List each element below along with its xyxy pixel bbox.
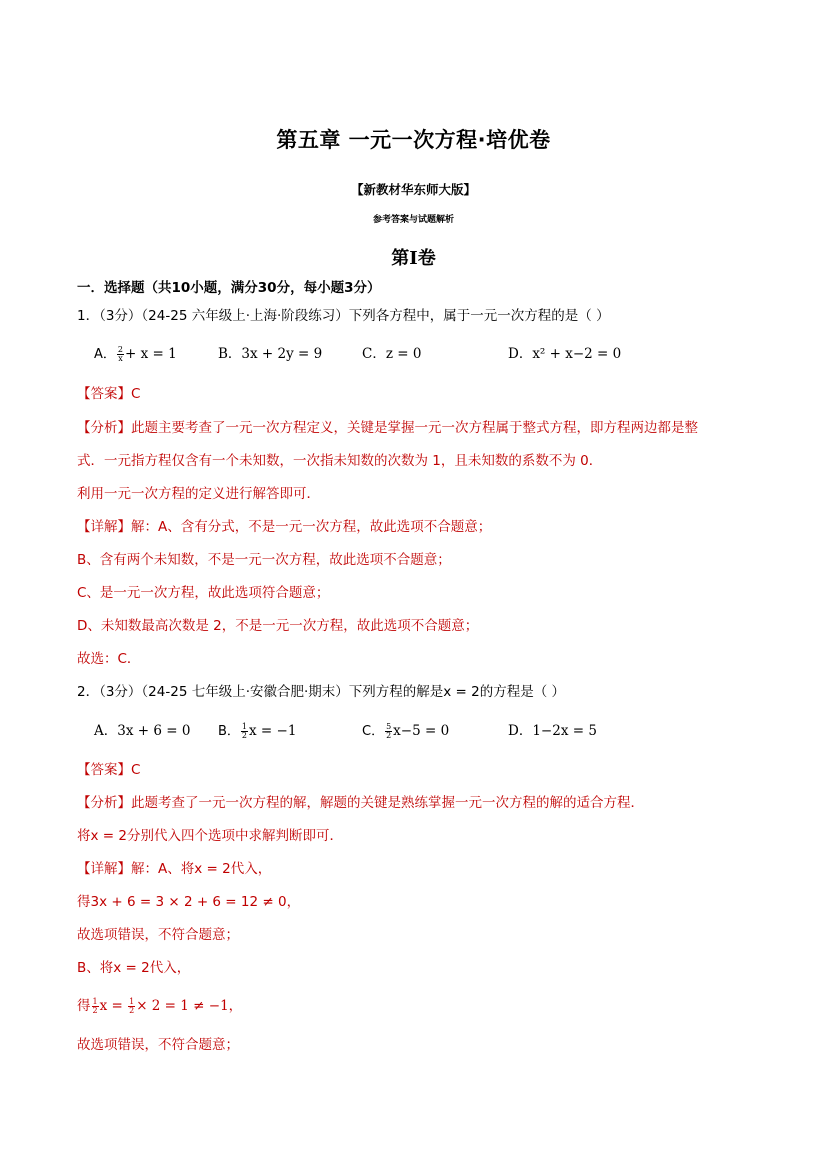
volume-heading: 第I卷 (391, 248, 436, 269)
edition-label: 【新教材华东师大版】 (350, 182, 476, 197)
q1-detail-line-1: 【详解】解：A、含有分式，不是一元一次方程，故此选项不合题意； (77, 519, 492, 535)
fraction-numerator: 1 (241, 722, 248, 731)
question-2-stem: 2．（3分）（24-25 七年级上·安徽合肥·期末）下列方程的解是x = 2的方程是（ ） (77, 684, 566, 700)
subtitle: 参考答案与试题解析 (372, 215, 454, 225)
q1-detail-line-2: B、含有两个未知数，不是一元一次方程，故此选项不合题意； (77, 552, 451, 568)
q1-option-c: C．z = 0 (362, 346, 422, 362)
fraction (92, 998, 99, 1015)
q1-detail-line-4: D、未知数最高次数是 2，不是一元一次方程，故此选项不合题意； (77, 618, 479, 634)
fraction-numerator: 5 (386, 722, 392, 731)
detail-math: × 2 = 1 ≠ −1， (136, 998, 243, 1014)
fraction-denominator: 2 (241, 731, 248, 740)
detail-text: 得 (77, 998, 91, 1014)
q2-detail-line-1: 【详解】解：A、将x = 2代入， (77, 861, 272, 877)
q2-detail-line-4: B、将x = 2代入， (77, 960, 191, 976)
q1-answer: 【答案】C (77, 386, 141, 402)
q2-option-b-fraction (241, 723, 248, 740)
q2-answer: 【答案】C (77, 762, 141, 778)
q2-option-c-fraction (385, 723, 392, 740)
fraction-denominator: 2 (129, 1005, 135, 1015)
q2-option-b-rest: x = −1 (249, 723, 297, 739)
fraction-denominator: x (118, 354, 123, 363)
fraction-denominator: 2 (92, 1005, 98, 1015)
fraction-denominator: 2 (386, 731, 392, 740)
q2-detail-line-6: 故选项错误，不符合题意； (77, 1037, 239, 1053)
q2-option-c-label: C． (362, 724, 385, 739)
fraction-numerator: 1 (92, 996, 98, 1006)
q1-option-b: B．3x + 2y = 9 (218, 346, 323, 362)
section-heading: 一．选择题（共10小题，满分30分，每小题3分） (77, 280, 381, 296)
fraction (128, 998, 135, 1015)
q1-option-a-rest: + x = 1 (125, 346, 177, 362)
q2-option-b (218, 721, 296, 742)
q2-option-a: A．3x + 6 = 0 (94, 723, 191, 739)
fraction-numerator: 1 (129, 996, 135, 1006)
q2-analysis-line-2: 将x = 2分别代入四个选项中求解判断即可． (77, 828, 343, 844)
q1-option-a-fraction (117, 346, 124, 363)
q1-option-d: D．x² + x−2 = 0 (508, 346, 622, 362)
q1-option-a (94, 344, 177, 365)
q2-option-c-rest: x−5 = 0 (393, 723, 450, 739)
q2-detail-line-5 (77, 996, 242, 1016)
q1-analysis-line-1: 【分析】此题主要考查了一元一次方程定义，关键是掌握一元一次方程属于整式方程，即方程两边都是整 (77, 420, 698, 436)
q1-detail-line-5: 故选：C． (77, 651, 141, 667)
q1-analysis-line-2: 式．一元指方程仅含有一个未知数，一次指未知数的次数为 1，且未知数的系数不为 0． (77, 453, 603, 469)
q2-detail-line-3: 故选项错误，不符合题意； (77, 927, 239, 943)
question-1-stem: 1．（3分）（24-25 六年级上·上海·阶段练习）下列各方程中，属于一元一次方程的是（ ） (77, 308, 610, 324)
detail-math: x = (99, 998, 128, 1014)
q1-detail-line-3: C、是一元一次方程，故此选项符合题意； (77, 585, 330, 601)
q2-option-d: D．1−2x = 5 (508, 723, 597, 739)
q2-detail-line-2: 得3x + 6 = 3 × 2 + 6 = 12 ≠ 0， (77, 894, 301, 910)
q2-option-c (362, 721, 449, 742)
q1-option-a-label: A． (94, 347, 116, 362)
q1-analysis-line-3: 利用一元一次方程的定义进行解答即可． (77, 486, 320, 502)
page-title: 第五章 一元一次方程·培优卷 (276, 128, 551, 152)
fraction-numerator: 2 (117, 345, 123, 354)
q2-option-b-label: B． (218, 724, 240, 739)
q2-analysis-line-1: 【分析】此题考查了一元一次方程的解，解题的关键是熟练掌握一元一次方程的解的适合方程． (77, 795, 644, 811)
